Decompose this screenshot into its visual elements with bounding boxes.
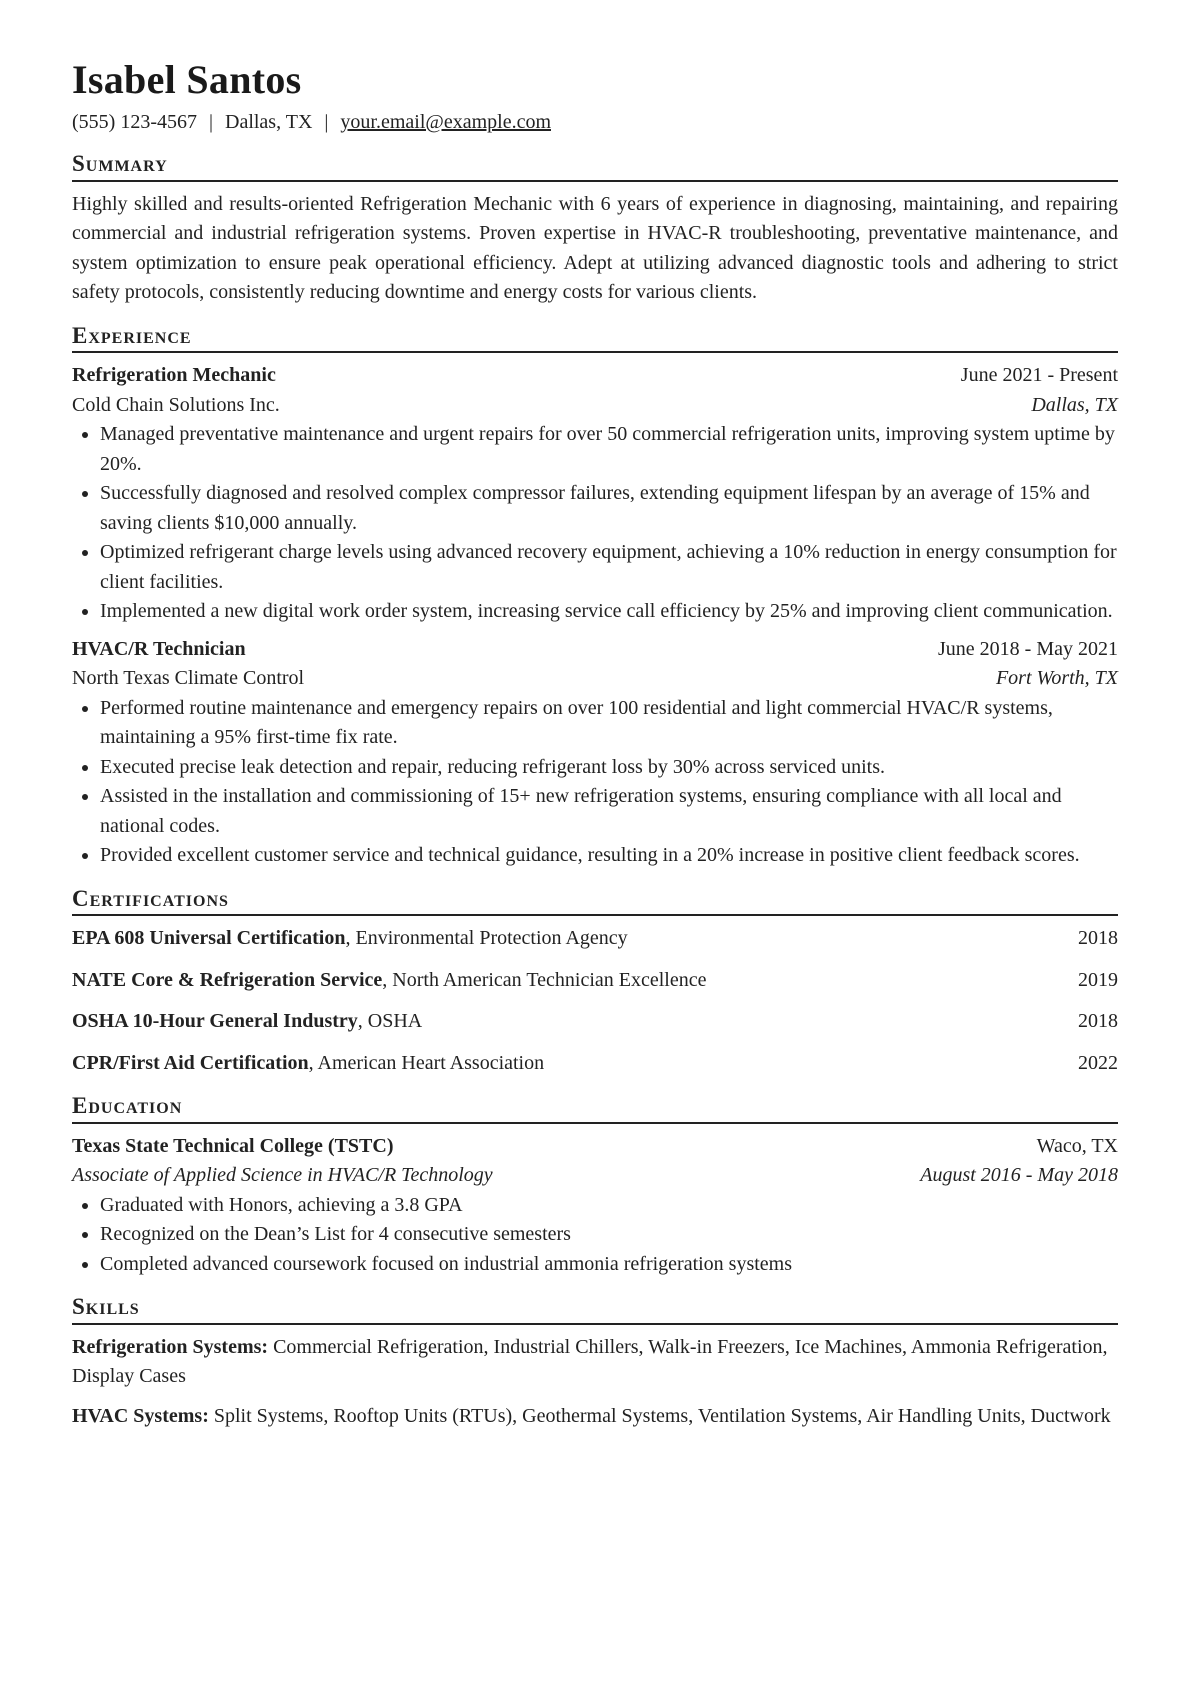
skill-group-label: Refrigeration Systems: xyxy=(72,1335,269,1358)
job-role: Refrigeration Mechanic xyxy=(72,364,276,387)
certification-row xyxy=(72,1049,1118,1079)
job-company-row xyxy=(72,391,1118,421)
section-title-summary: Summary xyxy=(72,150,1118,182)
job-company: Cold Chain Solutions Inc. xyxy=(72,393,280,416)
certification-row xyxy=(72,966,1118,996)
job-entry xyxy=(72,361,1118,627)
bullet-item: • Performed routine maintenance and emergency repairs on over 100 residential and light commercial HVAC/R systems, maintaining a 95% first-time fix rate. xyxy=(100,694,1118,753)
education-dates: August 2016 - May 2018 xyxy=(920,1164,1118,1187)
job-dates: June 2021 - Present xyxy=(960,364,1118,387)
job-location: Dallas, TX xyxy=(1031,393,1118,416)
certification-issuer: , OSHA xyxy=(357,1010,423,1033)
certification-issuer: , Environmental Protection Agency xyxy=(345,927,628,950)
email-link[interactable]: your.email@example.com xyxy=(340,111,551,133)
certification-year: 2022 xyxy=(1078,1051,1118,1074)
job-role: HVAC/R Technician xyxy=(72,637,246,660)
education-bullets xyxy=(72,1191,1118,1280)
certification-row xyxy=(72,924,1118,954)
section-title-skills: Skills xyxy=(72,1293,1118,1325)
job-bullets xyxy=(72,420,1118,627)
section-title-education: Education xyxy=(72,1092,1118,1124)
separator: | xyxy=(208,111,213,133)
certification-year: 2018 xyxy=(1078,927,1118,950)
candidate-name: Isabel Santos xyxy=(72,57,302,102)
bullet-item: • Assisted in the installation and commissioning of 15+ new refrigeration systems, ensuring compliance with all local and national codes. xyxy=(100,782,1118,841)
certification-name: CPR/First Aid Certification xyxy=(72,1051,309,1074)
summary-text: Highly skilled and results-oriented Refrigeration Mechanic with 6 years of experience in diagnosing, maintaining, and repairing commercial and industrial refrigeration systems. Proven expertise in HVAC-R troubleshooting, preventative maintenance, and system optimization to ensure peak operational efficiency. Adept at utilizing advanced diagnostic tools and adhering to strict safety protocols, consistently reducing downtime and energy costs for various clients. xyxy=(72,192,1118,304)
job-location: Fort Worth, TX xyxy=(995,667,1118,690)
section-title-experience: Experience xyxy=(72,322,1118,354)
skill-group xyxy=(72,1333,1118,1392)
certification-year: 2019 xyxy=(1078,968,1118,991)
location: Dallas, TX xyxy=(225,111,313,133)
job-dates: June 2018 - May 2021 xyxy=(938,637,1118,660)
skill-group-items: Commercial Refrigeration, Industrial Chillers, Walk-in Freezers, Ice Machines, Ammonia Refrigeration, Display Cases xyxy=(72,1335,1108,1388)
education-degree-row xyxy=(72,1161,1118,1191)
job-bullets xyxy=(72,694,1118,871)
contact-line xyxy=(72,108,1118,136)
section-title-certifications: Certifications xyxy=(72,885,1118,917)
certification-year: 2018 xyxy=(1078,1010,1118,1033)
certification-issuer: , North American Technician Excellence xyxy=(382,968,707,991)
skill-group-items: Split Systems, Rooftop Units (RTUs), Geothermal Systems, Ventilation Systems, Air Handling Units, Ductwork xyxy=(208,1404,1111,1427)
education-header-row xyxy=(72,1132,1118,1162)
job-header-row xyxy=(72,361,1118,391)
school-name: Texas State Technical College (TSTC) xyxy=(72,1134,394,1157)
bullet-item: • Managed preventative maintenance and urgent repairs for over 50 commercial refrigeration units, improving system uptime by 20%. xyxy=(100,420,1118,479)
bullet-item: • Executed precise leak detection and repair, reducing refrigerant loss by 30% across serviced units. xyxy=(100,753,1118,783)
degree-name: Associate of Applied Science in HVAC/R Technology xyxy=(72,1164,493,1187)
certification-name: OSHA 10-Hour General Industry xyxy=(72,1010,358,1033)
bullet-item: • Recognized on the Dean’s List for 4 consecutive semesters xyxy=(100,1220,1118,1250)
skill-group-label: HVAC Systems: xyxy=(72,1404,209,1427)
bullet-item: • Optimized refrigerant charge levels using advanced recovery equipment, achieving a 10% reduction in energy consumption for client facilities. xyxy=(100,538,1118,597)
job-company: North Texas Climate Control xyxy=(72,667,305,690)
certification-row xyxy=(72,1007,1118,1037)
phone-number: (555) 123-4567 xyxy=(72,111,197,133)
certification-name: EPA 608 Universal Certification xyxy=(72,927,346,950)
bullet-item: • Completed advanced coursework focused on industrial ammonia refrigeration systems xyxy=(100,1250,1118,1280)
separator: | xyxy=(324,111,329,133)
certification-issuer: , American Heart Association xyxy=(308,1051,545,1074)
bullet-item: • Implemented a new digital work order system, increasing service call efficiency by 25% and improving client communication. xyxy=(100,597,1118,627)
job-company-row xyxy=(72,664,1118,694)
bullet-item: • Graduated with Honors, achieving a 3.8 GPA xyxy=(100,1191,1118,1221)
bullet-item: • Successfully diagnosed and resolved complex compressor failures, extending equipment lifespan by an average of 15% and saving clients $10,000 annually. xyxy=(100,479,1118,538)
bullet-item: • Provided excellent customer service and technical guidance, resulting in a 20% increase in positive client feedback scores. xyxy=(100,841,1118,871)
job-header-row xyxy=(72,635,1118,665)
certification-name: NATE Core & Refrigeration Service xyxy=(72,968,383,991)
skill-group xyxy=(72,1402,1118,1432)
job-entry xyxy=(72,635,1118,871)
school-location: Waco, TX xyxy=(1036,1134,1118,1157)
